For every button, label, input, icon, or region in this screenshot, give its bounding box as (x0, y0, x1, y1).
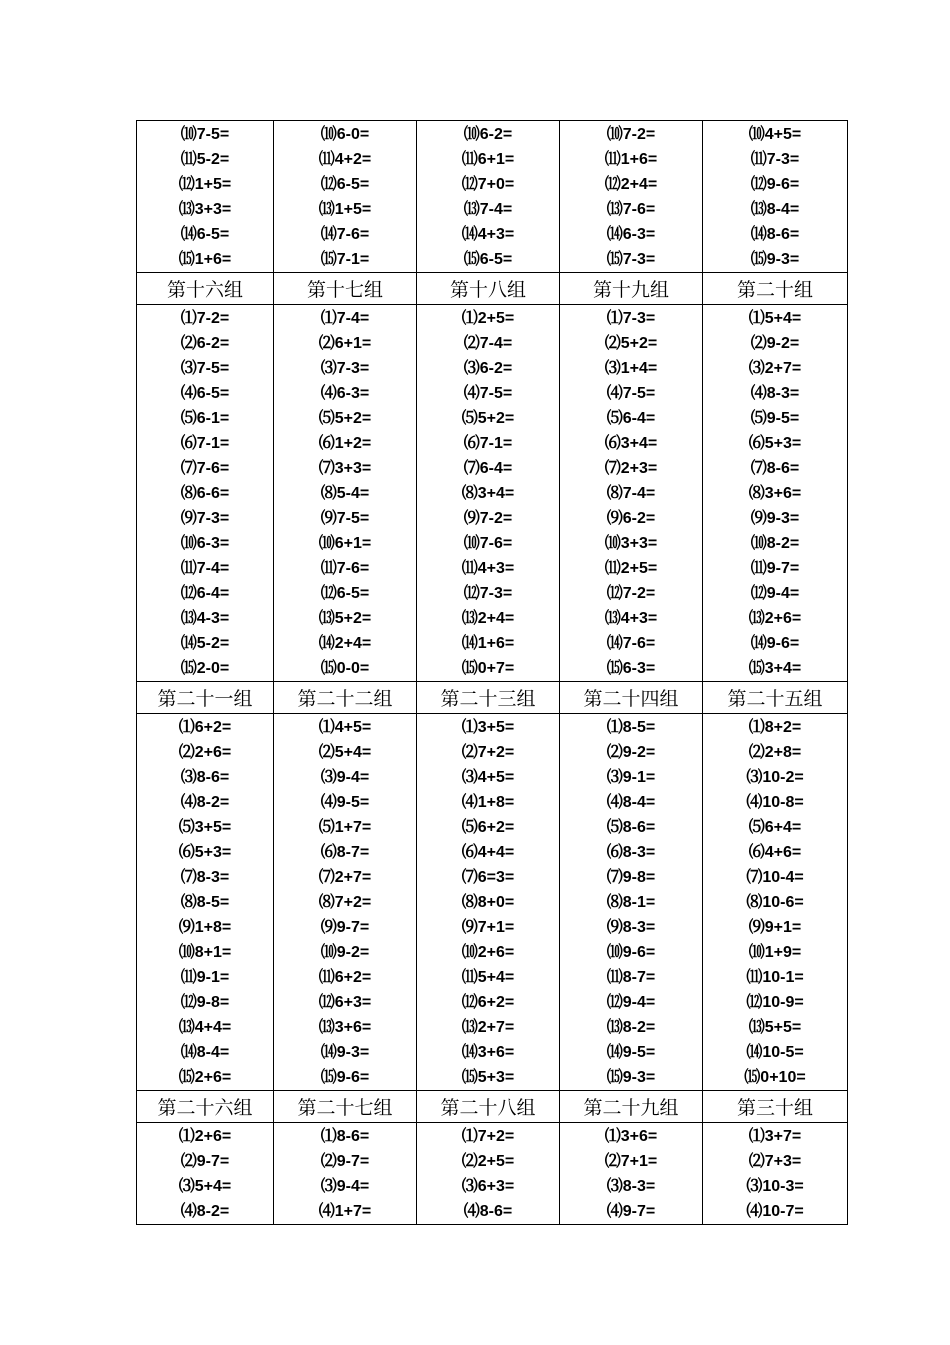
arithmetic-problem: ⑽8+1= (178, 944, 232, 961)
arithmetic-problem: ⑼6-2= (606, 510, 656, 527)
arithmetic-problem: ⑴7-4= (320, 310, 370, 327)
arithmetic-problem: ⑺2+7= (318, 869, 372, 886)
arithmetic-problem: ⒀7-6= (606, 201, 656, 218)
arithmetic-problem: ⑿9-4= (750, 585, 800, 602)
arithmetic-problem: ⑽7-6= (463, 535, 513, 552)
group-title: 第十八组 (417, 273, 560, 305)
problem-column (703, 305, 848, 682)
arithmetic-problem: ⑶9-4= (320, 769, 370, 786)
arithmetic-problem: ⑿6-5= (320, 585, 370, 602)
problem-column (417, 714, 560, 1091)
arithmetic-problem: ⑾7-6= (320, 560, 370, 577)
group-title: 第二十三组 (417, 682, 560, 714)
arithmetic-problem: ⑻3+4= (461, 485, 515, 502)
problem-column (560, 121, 703, 273)
problem-list (137, 305, 273, 681)
arithmetic-problem: ⑸9-5= (750, 410, 800, 427)
problem-column (274, 305, 417, 682)
problem-column (137, 714, 274, 1091)
arithmetic-problem: ⑺2+3= (604, 460, 658, 477)
arithmetic-problem: ⑿6-5= (320, 176, 370, 193)
arithmetic-problem: ⒀5+2= (318, 610, 372, 627)
arithmetic-problem: ⑽9-6= (606, 944, 656, 961)
arithmetic-problem: ⑼9-3= (750, 510, 800, 527)
arithmetic-problem: ⑶2+7= (748, 360, 802, 377)
arithmetic-problem: ⑴7-2= (180, 310, 230, 327)
arithmetic-problem: ⑽9-2= (320, 944, 370, 961)
arithmetic-problem: ⑸3+5= (178, 819, 232, 836)
problem-list (274, 1123, 416, 1224)
arithmetic-problem: ⒀4-3= (180, 610, 230, 627)
group-title: 第二十二组 (274, 682, 417, 714)
problem-list (560, 121, 702, 272)
arithmetic-problem: ⑵2+8= (748, 744, 802, 761)
group-title: 第十九组 (560, 273, 703, 305)
arithmetic-problem: ⑿7-2= (606, 585, 656, 602)
arithmetic-problem: ⑷1+8= (461, 794, 515, 811)
problem-column (417, 1123, 560, 1225)
arithmetic-problem: ⑵5+2= (604, 335, 658, 352)
arithmetic-problem: ⑿6-4= (180, 585, 230, 602)
arithmetic-problem: ⑻5-4= (320, 485, 370, 502)
arithmetic-problem: ⑿9-8= (180, 994, 230, 1011)
problem-column (137, 121, 274, 273)
arithmetic-problem: ⒂2+6= (178, 1069, 232, 1086)
arithmetic-problem: ⒀3+3= (178, 201, 232, 218)
arithmetic-problem: ⒂0+10= (744, 1069, 806, 1086)
arithmetic-problem: ⑽2+6= (461, 944, 515, 961)
arithmetic-problem: ⑷6-3= (320, 385, 370, 402)
problem-list (137, 1123, 273, 1224)
arithmetic-problem: ⑿7-3= (463, 585, 513, 602)
arithmetic-problem: ⑽3+3= (604, 535, 658, 552)
arithmetic-problem: ⑶10-2= (746, 769, 804, 786)
arithmetic-problem: ⒂7-3= (606, 251, 656, 268)
group-header-row (137, 1091, 848, 1123)
arithmetic-problem: ⑼7-3= (180, 510, 230, 527)
problem-column (274, 714, 417, 1091)
group-title: 第二十六组 (137, 1091, 274, 1123)
arithmetic-problem: ⒂9-3= (750, 251, 800, 268)
arithmetic-problem: ⑾6+1= (461, 151, 515, 168)
group-title: 第二十组 (703, 273, 848, 305)
problem-row (137, 121, 848, 273)
arithmetic-problem: ⑵9-2= (606, 744, 656, 761)
arithmetic-problem: ⒂9-3= (606, 1069, 656, 1086)
arithmetic-problem: ⒂2-0= (180, 660, 230, 677)
arithmetic-problem: ⒀8-4= (750, 201, 800, 218)
arithmetic-problem: ⒁3+6= (461, 1044, 515, 1061)
arithmetic-problem: ⑶9-1= (606, 769, 656, 786)
arithmetic-problem: ⑶10-3= (746, 1178, 804, 1195)
arithmetic-problem: ⑺9-8= (606, 869, 656, 886)
arithmetic-problem: ⑾9-1= (180, 969, 230, 986)
arithmetic-problem: ⑵9-2= (750, 335, 800, 352)
arithmetic-problem: ⑴3+5= (461, 719, 515, 736)
problem-column (703, 1123, 848, 1225)
arithmetic-problem: ⒁7-6= (606, 635, 656, 652)
problem-row (137, 1123, 848, 1225)
worksheet-body (137, 121, 848, 1225)
arithmetic-problem: ⑻7-4= (606, 485, 656, 502)
arithmetic-problem: ⑺6=3= (461, 869, 515, 886)
group-title: 第三十组 (703, 1091, 848, 1123)
arithmetic-problem: ⑵2+6= (178, 744, 232, 761)
problem-list (560, 305, 702, 681)
arithmetic-problem: ⑾2+5= (604, 560, 658, 577)
problem-list (560, 714, 702, 1090)
arithmetic-problem: ⒂6-5= (463, 251, 513, 268)
arithmetic-problem: ⑶5+4= (178, 1178, 232, 1195)
arithmetic-problem: ⑺6-4= (463, 460, 513, 477)
arithmetic-problem: ⒁4+3= (461, 226, 515, 243)
arithmetic-problem: ⑻10-6= (746, 894, 804, 911)
arithmetic-problem: ⑻7+2= (318, 894, 372, 911)
arithmetic-problem: ⑷10-8= (746, 794, 804, 811)
arithmetic-problem: ⑹3+4= (604, 435, 658, 452)
arithmetic-problem: ⑼7-5= (320, 510, 370, 527)
arithmetic-problem: ⒂6-3= (606, 660, 656, 677)
arithmetic-problem: ⑴3+7= (748, 1128, 802, 1145)
arithmetic-problem: ⑿7+0= (461, 176, 515, 193)
problem-list (417, 714, 559, 1090)
arithmetic-problem: ⑻8-1= (606, 894, 656, 911)
arithmetic-problem: ⑽6+1= (318, 535, 372, 552)
problem-column (703, 121, 848, 273)
arithmetic-problem: ⒂1+6= (178, 251, 232, 268)
arithmetic-problem: ⑵7+1= (604, 1153, 658, 1170)
arithmetic-problem: ⑷6-5= (180, 385, 230, 402)
arithmetic-problem: ⒂5+3= (461, 1069, 515, 1086)
arithmetic-problem: ⑼9-7= (320, 919, 370, 936)
arithmetic-problem: ⑹5+3= (178, 844, 232, 861)
arithmetic-problem: ⑷10-7= (746, 1203, 804, 1220)
arithmetic-problem: ⒂7-1= (320, 251, 370, 268)
arithmetic-problem: ⑻3+6= (748, 485, 802, 502)
arithmetic-problem: ⑸1+7= (318, 819, 372, 836)
arithmetic-problem: ⑶9-4= (320, 1178, 370, 1195)
problem-column (417, 305, 560, 682)
arithmetic-problem: ⑿6+2= (461, 994, 515, 1011)
problem-column (274, 121, 417, 273)
arithmetic-problem: ⒁9-5= (606, 1044, 656, 1061)
arithmetic-problem: ⑼7-2= (463, 510, 513, 527)
arithmetic-problem: ⑶6+3= (461, 1178, 515, 1195)
problem-column (137, 305, 274, 682)
arithmetic-problem: ⑺3+3= (318, 460, 372, 477)
arithmetic-problem: ⒁6-5= (180, 226, 230, 243)
arithmetic-problem: ⑴2+5= (461, 310, 515, 327)
arithmetic-problem: ⑾7-3= (750, 151, 800, 168)
arithmetic-problem: ⑿1+5= (178, 176, 232, 193)
arithmetic-problem: ⑶7-5= (180, 360, 230, 377)
group-title: 第二十九组 (560, 1091, 703, 1123)
group-header-row (137, 682, 848, 714)
arithmetic-problem: ⑴3+6= (604, 1128, 658, 1145)
arithmetic-problem: ⑸6+4= (748, 819, 802, 836)
problem-row (137, 305, 848, 682)
group-title: 第二十五组 (703, 682, 848, 714)
arithmetic-problem: ⑽6-2= (463, 126, 513, 143)
arithmetic-problem: ⑸6+2= (461, 819, 515, 836)
arithmetic-problem: ⑹8-3= (606, 844, 656, 861)
arithmetic-problem: ⑺10-4= (746, 869, 804, 886)
arithmetic-problem: ⑽7-5= (180, 126, 230, 143)
arithmetic-problem: ⑾8-7= (606, 969, 656, 986)
arithmetic-problem: ⑿6+3= (318, 994, 372, 1011)
arithmetic-problem: ⑻8-5= (180, 894, 230, 911)
arithmetic-problem: ⑵9-7= (320, 1153, 370, 1170)
arithmetic-problem: ⑸8-6= (606, 819, 656, 836)
arithmetic-problem: ⑼8-3= (606, 919, 656, 936)
arithmetic-problem: ⑾7-4= (180, 560, 230, 577)
problem-list (274, 714, 416, 1090)
group-title: 第二十一组 (137, 682, 274, 714)
arithmetic-problem: ⒀2+6= (748, 610, 802, 627)
arithmetic-problem: ⑷9-5= (320, 794, 370, 811)
arithmetic-problem: ⑻8+0= (461, 894, 515, 911)
problem-column (560, 1123, 703, 1225)
arithmetic-problem: ⒀1+5= (318, 201, 372, 218)
arithmetic-problem: ⑹1+2= (318, 435, 372, 452)
arithmetic-problem: ⑵7+3= (748, 1153, 802, 1170)
arithmetic-problem: ⑷8-2= (180, 794, 230, 811)
arithmetic-problem: ⑷8-4= (606, 794, 656, 811)
arithmetic-problem: ⑹8-7= (320, 844, 370, 861)
problem-column (560, 305, 703, 682)
arithmetic-problem: ⑴8-6= (320, 1128, 370, 1145)
arithmetic-problem: ⑹7-1= (463, 435, 513, 452)
arithmetic-problem: ⑷8-6= (463, 1203, 513, 1220)
arithmetic-problem: ⑶1+4= (604, 360, 658, 377)
problem-list (417, 305, 559, 681)
group-header-row (137, 273, 848, 305)
arithmetic-problem: ⑸6-1= (180, 410, 230, 427)
arithmetic-problem: ⑽1+9= (748, 944, 802, 961)
arithmetic-problem: ⑿10-9= (746, 994, 804, 1011)
arithmetic-problem: ⒀2+4= (461, 610, 515, 627)
problem-list (703, 1123, 847, 1224)
group-title: 第十六组 (137, 273, 274, 305)
arithmetic-problem: ⑴7-3= (606, 310, 656, 327)
arithmetic-problem: ⑷8-2= (180, 1203, 230, 1220)
problem-column (560, 714, 703, 1091)
problem-list (560, 1123, 702, 1224)
arithmetic-problem: ⒁8-6= (750, 226, 800, 243)
arithmetic-problem: ⒂0-0= (320, 660, 370, 677)
problem-list (274, 305, 416, 681)
arithmetic-problem: ⒁9-6= (750, 635, 800, 652)
arithmetic-problem: ⒂3+4= (748, 660, 802, 677)
arithmetic-problem: ⑺7-6= (180, 460, 230, 477)
arithmetic-problem: ⑵6-2= (180, 335, 230, 352)
arithmetic-problem: ⑼7+1= (461, 919, 515, 936)
group-title: 第二十七组 (274, 1091, 417, 1123)
arithmetic-problem: ⑵9-7= (180, 1153, 230, 1170)
arithmetic-problem: ⑾5-2= (180, 151, 230, 168)
arithmetic-problem: ⒀7-4= (463, 201, 513, 218)
arithmetic-problem: ⑶7-3= (320, 360, 370, 377)
arithmetic-problem: ⑾5+4= (461, 969, 515, 986)
arithmetic-problem: ⒁10-5= (746, 1044, 804, 1061)
arithmetic-problem: ⑶8-6= (180, 769, 230, 786)
problem-column (274, 1123, 417, 1225)
group-title: 第十七组 (274, 273, 417, 305)
arithmetic-problem: ⑷8-3= (750, 385, 800, 402)
arithmetic-problem: ⑴6+2= (178, 719, 232, 736)
arithmetic-problem: ⑴5+4= (748, 310, 802, 327)
problem-list (274, 121, 416, 272)
arithmetic-problem: ⑸5+2= (461, 410, 515, 427)
arithmetic-problem: ⑴4+5= (318, 719, 372, 736)
arithmetic-problem: ⑴8+2= (748, 719, 802, 736)
arithmetic-problem: ⑼9+1= (748, 919, 802, 936)
arithmetic-problem: ⑿9-4= (606, 994, 656, 1011)
problem-row (137, 714, 848, 1091)
problem-column (703, 714, 848, 1091)
arithmetic-problem: ⑷7-5= (606, 385, 656, 402)
arithmetic-problem: ⒁7-6= (320, 226, 370, 243)
arithmetic-problem: ⑾9-7= (750, 560, 800, 577)
arithmetic-problem: ⑽6-0= (320, 126, 370, 143)
arithmetic-problem: ⑸6-4= (606, 410, 656, 427)
arithmetic-problem: ⑾4+3= (461, 560, 515, 577)
arithmetic-problem: ⑶8-3= (606, 1178, 656, 1195)
arithmetic-problem: ⑴2+6= (178, 1128, 232, 1145)
problem-column (417, 121, 560, 273)
arithmetic-problem: ⑹4+6= (748, 844, 802, 861)
arithmetic-problem: ⒁8-4= (180, 1044, 230, 1061)
arithmetic-problem: ⒀4+3= (604, 610, 658, 627)
arithmetic-problem: ⑹7-1= (180, 435, 230, 452)
problem-list (417, 121, 559, 272)
arithmetic-problem: ⑼1+8= (178, 919, 232, 936)
arithmetic-problem: ⒁1+6= (461, 635, 515, 652)
worksheet-table (136, 120, 848, 1225)
arithmetic-problem: ⑵6+1= (318, 335, 372, 352)
arithmetic-problem: ⑹5+3= (748, 435, 802, 452)
arithmetic-problem: ⒀5+5= (748, 1019, 802, 1036)
arithmetic-problem: ⑽7-2= (606, 126, 656, 143)
arithmetic-problem: ⑷9-7= (606, 1203, 656, 1220)
arithmetic-problem: ⑾4+2= (318, 151, 372, 168)
arithmetic-problem: ⑻6-6= (180, 485, 230, 502)
arithmetic-problem: ⒁9-3= (320, 1044, 370, 1061)
arithmetic-problem: ⑸5+2= (318, 410, 372, 427)
group-title: 第二十八组 (417, 1091, 560, 1123)
arithmetic-problem: ⑶4+5= (461, 769, 515, 786)
arithmetic-problem: ⑷1+7= (318, 1203, 372, 1220)
arithmetic-problem: ⒂9-6= (320, 1069, 370, 1086)
arithmetic-problem: ⒀2+7= (461, 1019, 515, 1036)
arithmetic-problem: ⑷7-5= (463, 385, 513, 402)
arithmetic-problem: ⑿2+4= (604, 176, 658, 193)
arithmetic-problem: ⒀4+4= (178, 1019, 232, 1036)
arithmetic-problem: ⒀3+6= (318, 1019, 372, 1036)
problem-column (137, 1123, 274, 1225)
arithmetic-problem: ⑾1+6= (604, 151, 658, 168)
arithmetic-problem: ⑽4+5= (748, 126, 802, 143)
problem-list (137, 714, 273, 1090)
arithmetic-problem: ⑽8-2= (750, 535, 800, 552)
arithmetic-problem: ⑾6+2= (318, 969, 372, 986)
arithmetic-problem: ⒁6-3= (606, 226, 656, 243)
group-title: 第二十四组 (560, 682, 703, 714)
arithmetic-problem: ⑹4+4= (461, 844, 515, 861)
arithmetic-problem: ⑾10-1= (746, 969, 804, 986)
arithmetic-problem: ⑵5+4= (318, 744, 372, 761)
arithmetic-problem: ⑺8-3= (180, 869, 230, 886)
problem-list (703, 305, 847, 681)
problem-list (137, 121, 273, 272)
problem-list (417, 1123, 559, 1224)
arithmetic-problem: ⒁5-2= (180, 635, 230, 652)
arithmetic-problem: ⒁2+4= (318, 635, 372, 652)
problem-list (703, 714, 847, 1090)
arithmetic-problem: ⑵7+2= (461, 744, 515, 761)
arithmetic-problem: ⑽6-3= (180, 535, 230, 552)
arithmetic-problem: ⑴8-5= (606, 719, 656, 736)
problem-list (703, 121, 847, 272)
arithmetic-problem: ⑶6-2= (463, 360, 513, 377)
arithmetic-problem: ⒀8-2= (606, 1019, 656, 1036)
arithmetic-problem: ⑿9-6= (750, 176, 800, 193)
arithmetic-problem: ⑵7-4= (463, 335, 513, 352)
arithmetic-problem: ⒂0+7= (461, 660, 515, 677)
arithmetic-problem: ⑺8-6= (750, 460, 800, 477)
arithmetic-problem: ⑵2+5= (461, 1153, 515, 1170)
arithmetic-problem: ⑴7+2= (461, 1128, 515, 1145)
